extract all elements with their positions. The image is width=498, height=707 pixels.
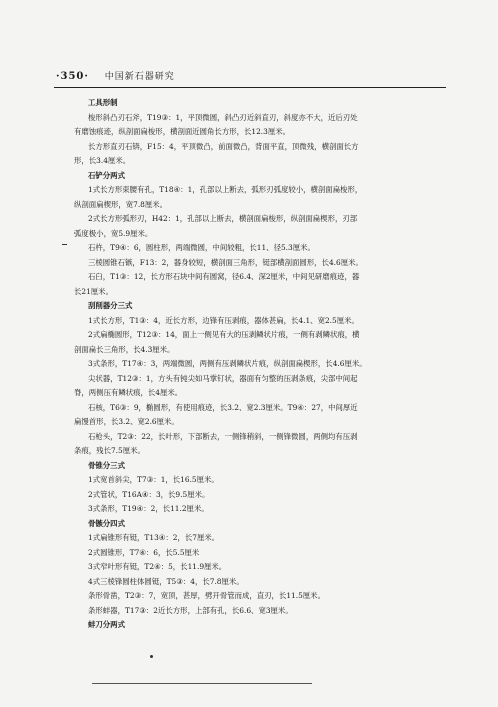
text-line: 1式扁锥形有铤，T13④：2，长7厘米。 bbox=[88, 533, 220, 542]
running-title: 中国新石器研究 bbox=[104, 72, 175, 82]
text-line: 条形蚌器，T17③：2近长方形，上部有孔，长6.6、宽3厘米。 bbox=[88, 605, 293, 615]
section-heading: 石铲分两式 bbox=[88, 170, 125, 180]
header-rule bbox=[54, 87, 446, 88]
section-heading: 蚌刀分两式 bbox=[88, 620, 125, 629]
text-line: 条痕，残长7.5厘米。 bbox=[74, 446, 145, 455]
text-line: 形，长3.4厘米。 bbox=[74, 156, 131, 165]
text-line: 2式管状，T16A④：3，长9.5厘米。 bbox=[88, 489, 210, 499]
section-heading: 工具形制 bbox=[88, 98, 118, 107]
text-line: 3式条形，T17④：3，两端微圆，两侧有压剥鳞状片痕，纵剖面扁楔形，长4.6厘米。 bbox=[88, 359, 367, 368]
text-line: 1式长方形，T1③：4，近长方形，边锋有压剥痕，器体甚扁，长4.1、宽2.5厘米。 bbox=[88, 315, 359, 325]
text-line: 石枪头，T2③：22，长叶形，下部断去，一侧锋稍斜，一侧锋微圆，两侧均有压剥 bbox=[88, 431, 358, 441]
text-line: 尖状器，T12③：1，方头有钝尖如马掌钉状，器面有匀整的压剥条痕，尖部中间起 bbox=[88, 373, 358, 383]
section-heading: 骨镞分四式 bbox=[88, 518, 125, 528]
section-heading: 刮削器分三式 bbox=[88, 301, 133, 310]
text-line: 2式长方形弧形刃，H42：1，孔部以上断去，横剖面扁梭形，纵剖面扁楔形，刃部 bbox=[88, 214, 358, 223]
text-line: 石臼，T1③：12，长方形石块中间有圆窝，径6.4、深2厘米，中间见研磨痕迹，器 bbox=[88, 272, 360, 281]
text-line: 石杵，T9④：6，圆柱形，两端微圆，中间较粗，长11、径5.3厘米。 bbox=[88, 243, 315, 252]
text-line: 3式窄叶形有铤，T2④：5，长11.9厘米。 bbox=[88, 562, 227, 571]
text-line: 1式长方形束腰有孔，T18④：1，孔部以上断去，弧形刃弧度较小，横剖面扁梭形， bbox=[88, 185, 363, 194]
page-number: ·350· bbox=[56, 71, 89, 82]
text-line: 1式宽首斜尖，T7③：1，长16.5厘米。 bbox=[88, 475, 219, 484]
margin-dash bbox=[62, 244, 67, 245]
text-line: 2式圆锥形，T7④：6，长5.5厘米 bbox=[88, 547, 200, 557]
running-header bbox=[56, 70, 456, 84]
section-heading: 骨锥分三式 bbox=[88, 460, 125, 470]
text-line: 剖面扁长三角形，长4.3厘米。 bbox=[74, 344, 175, 354]
text-line: 弧度极小，宽5.9厘米。 bbox=[74, 228, 153, 238]
text-line: 三棱圆锥石镞，F13：2，器身较短，横剖面三角形，铤部横剖面圆形，长4.6厘米。 bbox=[88, 257, 363, 267]
body-text bbox=[74, 96, 446, 633]
text-line: 有磨蚀痕迹，纵剖面扁梭形，横剖面近圆角长方形，长12.3厘米。 bbox=[74, 127, 291, 136]
text-line: 4式三棱锋圆柱体圆铤，T5③：4，长7.8厘米。 bbox=[88, 576, 244, 586]
text-line: 脊，两侧压有鳞状痕，长4厘米。 bbox=[74, 388, 183, 397]
text-line: 长方形直刃石锛，F15：4，平顶微凸，前面微凸，背面平直，顶微残，横剖面长方 bbox=[88, 141, 359, 151]
text-line: 2式扁椭圆形，T12③：14，面上一侧见有大的压剥鳞状片痕，一侧有剥鳞状痕，横 bbox=[88, 330, 360, 339]
text-line: 长21厘米。 bbox=[74, 286, 113, 296]
text-line: 梭形斜凸刃石斧，T19③：1，平顶微圆，斜凸刃近斜直刃，斜度亦不大，近后刃处 bbox=[88, 112, 358, 122]
footer-rule bbox=[92, 683, 312, 684]
text-line: 石核，T6③：9，椭圆形，有使用痕迹，长3.2、宽2.3厘米。T9④：27，中间厚近 bbox=[88, 402, 358, 412]
stray-dot bbox=[150, 655, 153, 658]
text-line: 3式条形，T19④：2，长11.2厘米。 bbox=[88, 504, 209, 513]
text-line: 纵剖面扁楔形，宽7.8厘米。 bbox=[74, 199, 168, 209]
text-line: 扁馒首形，长3.2、宽2.6厘米。 bbox=[74, 417, 179, 426]
text-line: 条形骨凿，T2③：7，宽顶，甚厚，劈开骨管而成，直刃，长11.5厘米。 bbox=[88, 591, 325, 600]
